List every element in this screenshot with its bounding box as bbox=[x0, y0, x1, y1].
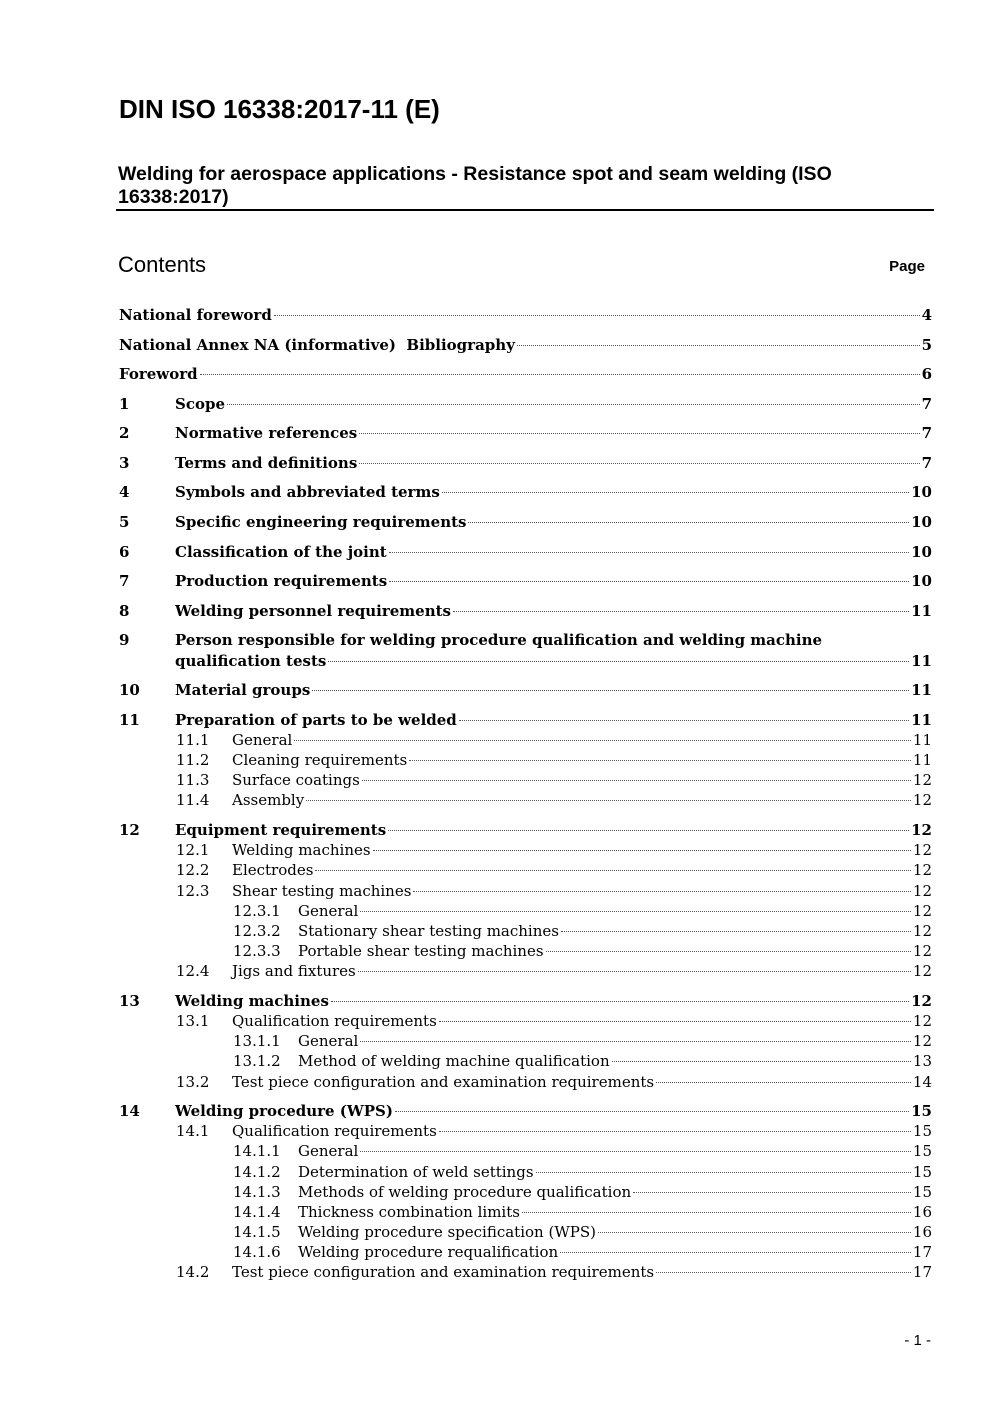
dot-leader bbox=[468, 521, 909, 523]
toc-entry-title: Assembly bbox=[232, 791, 305, 809]
toc-entry-number: 12.1 bbox=[176, 841, 210, 859]
toc-entry-title: Welding procedure specification (WPS) bbox=[298, 1223, 596, 1241]
toc-entry-number: 11 bbox=[119, 711, 140, 729]
toc-entry-page: 13 bbox=[912, 1052, 932, 1070]
toc-entry-page: 7 bbox=[921, 424, 932, 442]
dot-leader bbox=[395, 1110, 909, 1112]
toc-entry-title: Terms and definitions bbox=[175, 454, 358, 472]
dot-leader bbox=[388, 829, 909, 831]
toc-entry-number: 14.1.5 bbox=[233, 1223, 281, 1241]
toc-entry-number: 12.3.1 bbox=[233, 902, 281, 920]
dot-leader bbox=[360, 1150, 911, 1152]
toc-entry-title: Specific engineering requirements bbox=[175, 513, 467, 531]
toc-entry-1[interactable] bbox=[119, 394, 932, 414]
dot-leader bbox=[200, 373, 920, 375]
toc-entry-number: 14.1.1 bbox=[233, 1142, 281, 1160]
toc-entry-number: 11.3 bbox=[176, 771, 210, 789]
dot-leader bbox=[656, 1081, 911, 1083]
dot-leader bbox=[439, 1130, 911, 1132]
toc-entry-title: Welding machines bbox=[232, 841, 371, 859]
dot-leader bbox=[560, 1251, 911, 1253]
toc-entry-12[interactable] bbox=[119, 820, 932, 840]
dot-leader bbox=[328, 660, 909, 662]
toc-entry-page: 11 bbox=[911, 711, 932, 729]
toc-entry-title: General bbox=[298, 1142, 359, 1160]
toc-entry-title: Jigs and fixtures bbox=[232, 962, 356, 980]
toc-entry-title: Qualification requirements bbox=[232, 1012, 437, 1030]
dot-leader bbox=[633, 1191, 911, 1193]
toc-entry-14-1-3[interactable] bbox=[119, 1182, 932, 1202]
toc-entry-page: 11 bbox=[911, 602, 932, 620]
toc-entry-title: Cleaning requirements bbox=[232, 751, 408, 769]
toc-entry-13[interactable] bbox=[119, 991, 932, 1011]
toc-entry-foreword[interactable] bbox=[119, 364, 932, 384]
toc-entry-number: 11.2 bbox=[176, 751, 210, 769]
toc-entry-page: 7 bbox=[921, 454, 932, 472]
dot-leader bbox=[315, 869, 910, 871]
toc-entry-page: 11 bbox=[911, 681, 932, 699]
toc-entry-title: Welding personnel requirements bbox=[175, 602, 452, 620]
document-id: DIN ISO 16338:2017-11 (E) bbox=[119, 94, 440, 124]
toc-entry-page: 12 bbox=[912, 1032, 932, 1050]
toc-entry-number: 14.1.6 bbox=[233, 1243, 281, 1261]
toc-entry-title: National foreword bbox=[119, 306, 272, 324]
toc-entry-title: Shear testing machines bbox=[232, 882, 412, 900]
toc-entry-number: 1 bbox=[119, 395, 130, 413]
dot-leader bbox=[358, 970, 911, 972]
toc-entry-11-2[interactable] bbox=[119, 750, 932, 770]
toc-entry-number: 9 bbox=[119, 631, 130, 649]
dot-leader bbox=[389, 551, 909, 553]
toc-entry-14-2[interactable] bbox=[119, 1262, 932, 1282]
toc-entry-number: 14.1.4 bbox=[233, 1203, 281, 1221]
toc-entry-14-1-2[interactable] bbox=[119, 1162, 932, 1182]
toc-entry-title: Method of welding machine qualification bbox=[298, 1052, 610, 1070]
dot-leader bbox=[362, 779, 911, 781]
toc-entry-number: 13.1.1 bbox=[233, 1032, 281, 1050]
toc-entry-title: Normative references bbox=[175, 424, 358, 442]
toc-entry-number: 12.4 bbox=[176, 962, 210, 980]
toc-entry-number: 14 bbox=[119, 1102, 140, 1120]
toc-entry-page: 16 bbox=[912, 1223, 932, 1241]
dot-leader bbox=[360, 1040, 911, 1042]
toc-entry-page: 12 bbox=[911, 821, 932, 839]
dot-leader bbox=[612, 1060, 911, 1062]
toc-entry-page: 12 bbox=[912, 902, 932, 920]
dot-leader bbox=[413, 890, 910, 892]
toc-entry-14[interactable] bbox=[119, 1101, 932, 1121]
toc-entry-7[interactable] bbox=[119, 571, 932, 591]
toc-entry-page: 10 bbox=[911, 483, 932, 501]
dot-leader bbox=[359, 432, 919, 434]
toc-entry-title: Determination of weld settings bbox=[298, 1163, 534, 1181]
toc-entry-number: 12.3 bbox=[176, 882, 210, 900]
toc-entry-13-2[interactable] bbox=[119, 1072, 932, 1092]
toc-entry-page: 17 bbox=[912, 1243, 932, 1261]
toc-entry-title: Stationary shear testing machines bbox=[298, 922, 559, 940]
dot-leader bbox=[517, 344, 920, 346]
dot-leader bbox=[274, 314, 920, 316]
toc-entry-title: Welding procedure (WPS) bbox=[175, 1102, 393, 1120]
toc-entry-number: 3 bbox=[119, 454, 130, 472]
toc-entry-6[interactable] bbox=[119, 542, 932, 562]
toc-entry-number: 5 bbox=[119, 513, 130, 531]
dot-leader bbox=[227, 403, 920, 405]
toc-entry-8[interactable] bbox=[119, 601, 932, 621]
toc-entry-12-3-1[interactable] bbox=[119, 901, 932, 921]
toc-entry-number: 12.2 bbox=[176, 861, 210, 879]
dot-leader bbox=[294, 739, 911, 741]
toc-entry-11-4[interactable] bbox=[119, 790, 932, 810]
toc-entry-title: Electrodes bbox=[232, 861, 314, 879]
toc-entry-title: National Annex NA (informative) Bibliography bbox=[119, 336, 515, 354]
dot-leader bbox=[359, 462, 919, 464]
toc-entry-title: Test piece configuration and examination requirements bbox=[232, 1073, 655, 1091]
toc-entry-12-1[interactable] bbox=[119, 840, 932, 860]
toc-entry-title: Portable shear testing machines bbox=[298, 942, 544, 960]
toc-entry-national-annex[interactable] bbox=[119, 335, 932, 355]
dot-leader bbox=[409, 759, 911, 761]
toc-entry-title: Welding machines bbox=[175, 992, 329, 1010]
toc-entry-page: 6 bbox=[921, 365, 932, 383]
page-column-label: Page bbox=[889, 258, 925, 275]
toc-entry-title: Thickness combination limits bbox=[298, 1203, 520, 1221]
toc-entry-number: 14.1.2 bbox=[233, 1163, 281, 1181]
toc-entry-page: 12 bbox=[912, 791, 932, 809]
toc-entry-11-3[interactable] bbox=[119, 770, 932, 790]
toc-entry-page: 12 bbox=[912, 922, 932, 940]
toc-entry-3[interactable] bbox=[119, 453, 932, 473]
toc-entry-number: 11.4 bbox=[176, 791, 210, 809]
toc-entry-number: 13.2 bbox=[176, 1073, 210, 1091]
toc-entry-4[interactable] bbox=[119, 482, 932, 502]
toc-entry-page: 15 bbox=[912, 1183, 932, 1201]
dot-leader bbox=[453, 610, 909, 612]
toc-entry-page: 4 bbox=[921, 306, 932, 324]
toc-entry-page: 15 bbox=[912, 1142, 932, 1160]
toc-entry-14-1-6[interactable] bbox=[119, 1242, 932, 1262]
toc-entry-page: 12 bbox=[912, 841, 932, 859]
dot-leader bbox=[331, 1000, 909, 1002]
toc-entry-title: Foreword bbox=[119, 365, 198, 383]
toc-entry-number: 8 bbox=[119, 602, 130, 620]
toc-entry-5[interactable] bbox=[119, 512, 932, 532]
toc-entry-page: 11 bbox=[912, 751, 932, 769]
toc-entry-page: 12 bbox=[912, 771, 932, 789]
toc-entry-title: qualification tests bbox=[175, 652, 327, 670]
toc-entry-12-3-2[interactable] bbox=[119, 921, 932, 941]
toc-entry-13-1-1[interactable] bbox=[119, 1031, 932, 1051]
toc-entry-page: 12 bbox=[912, 861, 932, 879]
toc-entry-12-2[interactable] bbox=[119, 860, 932, 880]
toc-entry-title: Classification of the joint bbox=[175, 543, 387, 561]
toc-entry-page: 11 bbox=[912, 731, 932, 749]
toc-entry-title: Scope bbox=[175, 395, 226, 413]
dot-leader bbox=[561, 930, 911, 932]
toc-entry-number: 10 bbox=[119, 681, 140, 699]
toc-entry-title: Equipment requirements bbox=[175, 821, 387, 839]
toc-entry-title: Preparation of parts to be welded bbox=[175, 711, 457, 729]
toc-entry-title: Methods of welding procedure qualification bbox=[298, 1183, 632, 1201]
toc-entry-number: 4 bbox=[119, 483, 130, 501]
toc-entry-page: 14 bbox=[912, 1073, 932, 1091]
toc-entry-number: 12.3.3 bbox=[233, 942, 281, 960]
toc-entry-page: 10 bbox=[911, 543, 932, 561]
dot-leader bbox=[656, 1271, 911, 1273]
toc-entry-14-1-1[interactable] bbox=[119, 1141, 932, 1161]
toc-entry-page: 15 bbox=[912, 1122, 932, 1140]
dot-leader bbox=[522, 1211, 911, 1213]
toc-entry-2[interactable] bbox=[119, 423, 932, 443]
toc-entry-page: 15 bbox=[911, 1102, 932, 1120]
toc-entry-page: 10 bbox=[911, 513, 932, 531]
toc-entry-title: Material groups bbox=[175, 681, 311, 699]
toc-entry-number: 13.1 bbox=[176, 1012, 210, 1030]
toc-entry-14-1-4[interactable] bbox=[119, 1202, 932, 1222]
toc-entry-14-1[interactable] bbox=[119, 1121, 932, 1141]
toc-entry-number: 13 bbox=[119, 992, 140, 1010]
dot-leader bbox=[312, 689, 909, 691]
toc-entry-title: Symbols and abbreviated terms bbox=[175, 483, 440, 501]
toc-entry-page: 12 bbox=[912, 1012, 932, 1030]
toc-entry-11-1[interactable] bbox=[119, 730, 932, 750]
dot-leader bbox=[389, 580, 909, 582]
page-number: - 1 - bbox=[904, 1332, 931, 1349]
toc-entry-page: 10 bbox=[911, 572, 932, 590]
toc-entry-9[interactable] bbox=[119, 651, 932, 671]
toc-entry-number: 2 bbox=[119, 424, 130, 442]
dot-leader bbox=[536, 1171, 911, 1173]
toc-entry-12-3-3[interactable] bbox=[119, 941, 932, 961]
toc-entry-page: 12 bbox=[911, 992, 932, 1010]
dot-leader bbox=[360, 910, 911, 912]
toc-entry-page: 17 bbox=[912, 1263, 932, 1281]
toc-entry-number: 12.3.2 bbox=[233, 922, 281, 940]
toc-entry-number: 6 bbox=[119, 543, 130, 561]
toc-entry-page: 12 bbox=[912, 962, 932, 980]
dot-leader bbox=[373, 849, 911, 851]
toc-entry-10[interactable] bbox=[119, 680, 932, 700]
toc-entry-title: General bbox=[298, 1032, 359, 1050]
toc-entry-title: Production requirements bbox=[175, 572, 388, 590]
toc-entry-title: Qualification requirements bbox=[232, 1122, 437, 1140]
dot-leader bbox=[598, 1231, 911, 1233]
toc-entry-13-1[interactable] bbox=[119, 1011, 932, 1031]
toc-entry-number: 14.1 bbox=[176, 1122, 210, 1140]
toc-entry-title: Welding procedure requalification bbox=[298, 1243, 559, 1261]
toc-entry-page: 16 bbox=[912, 1203, 932, 1221]
toc-entry-number: 11.1 bbox=[176, 731, 210, 749]
toc-entry-page: 5 bbox=[921, 336, 932, 354]
toc-entry-13-1-2[interactable] bbox=[119, 1051, 932, 1071]
toc-entry-national-foreword[interactable] bbox=[119, 305, 932, 325]
toc-entry-number: 14.1.3 bbox=[233, 1183, 281, 1201]
toc-entry-page: 12 bbox=[912, 942, 932, 960]
toc-entry-title: Surface coatings bbox=[232, 771, 360, 789]
toc-entry-number: 14.2 bbox=[176, 1263, 210, 1281]
toc-entry-12-4[interactable] bbox=[119, 961, 932, 981]
toc-entry-page: 7 bbox=[921, 395, 932, 413]
toc-entry-page: 12 bbox=[912, 882, 932, 900]
toc-entry-12-3[interactable] bbox=[119, 881, 932, 901]
toc-entry-number: 7 bbox=[119, 572, 130, 590]
toc-entry-number: 13.1.2 bbox=[233, 1052, 281, 1070]
document-title: Welding for aerospace applications - Resistance spot and seam welding (ISO 16338:2017) bbox=[118, 163, 832, 208]
dot-leader bbox=[306, 799, 911, 801]
toc-entry-11[interactable] bbox=[119, 710, 932, 730]
toc-entry-page: 15 bbox=[912, 1163, 932, 1181]
toc-entry-page: 11 bbox=[911, 652, 932, 670]
dot-leader bbox=[442, 491, 909, 493]
dot-leader bbox=[439, 1020, 911, 1022]
toc-entry-9-line1[interactable] bbox=[119, 630, 932, 650]
contents-heading: Contents bbox=[118, 252, 207, 277]
dot-leader bbox=[459, 719, 909, 721]
toc-entry-title: Test piece configuration and examination requirements bbox=[232, 1263, 655, 1281]
toc-entry-14-1-5[interactable] bbox=[119, 1222, 932, 1242]
dot-leader bbox=[546, 950, 911, 952]
toc-entry-number: 12 bbox=[119, 821, 140, 839]
toc-entry-title: General bbox=[298, 902, 359, 920]
toc-entry-title: General bbox=[232, 731, 293, 749]
toc-entry-title-line1: Person responsible for welding procedure qualification and welding machine bbox=[175, 631, 823, 649]
